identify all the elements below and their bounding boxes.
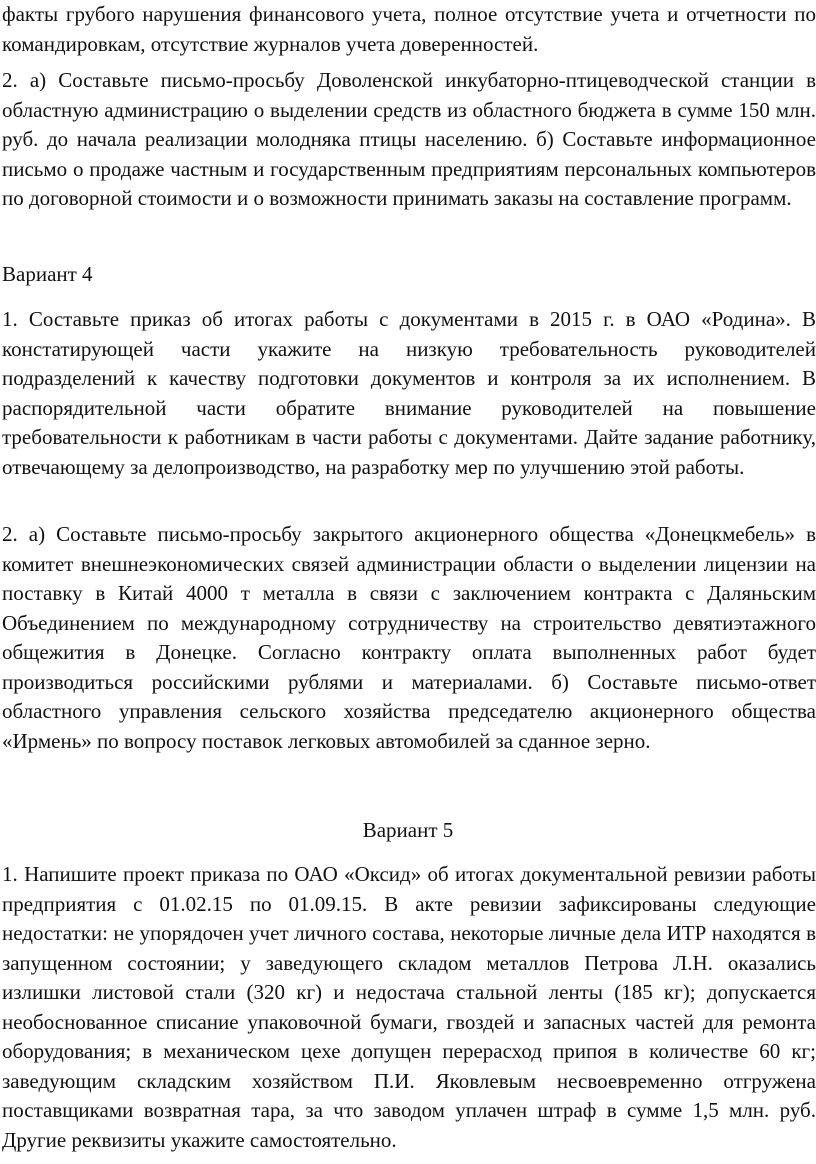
paragraph-intro-tail: факты грубого нарушения финансового учета, полное отсутствие учета и отчетности по командировкам, отсутствие журналов учета доверенностей. [2,2,816,56]
paragraph-variant-4-task-2: 2. а) Составьте письмо-просьбу закрытого акционерного общества «Донецкмебель» в комитет внешнеэкономических связей администрации области о выделении лицензии на поставку в Китай 4000 т металла в связи с заключением контракта с Даляньским Объединением по международному сотрудничеству на строительство девятиэтажного общежития в Донецке. Согласно контракту оплата выполненных работ будет производиться российскими рублями и материалами. б) Составьте письмо-ответ областного управления сельского хозяйства председателю акционерного общества «Ирмень» по вопросу поставок легковых автомобилей за сданное зерно. [2,522,816,753]
heading-variant-4: Вариант 4 [2,262,93,286]
heading-variant-5: Вариант 5 [362,818,454,842]
paragraph-task-2-previous: 2. а) Составьте письмо-просьбу Доволенской инкубаторно-птицеводческой станции в областную администрацию о выделении средств из областного бюджета в сумме 150 млн. руб. до начала реализации молодняка птицы населению. б) Составьте информационное письмо о продаже частным и государственным предприятиям персональных компьютеров по договорной стоимости и о возможности принимать заказы на составление программ. [2,68,816,210]
paragraph-variant-5-task-1: 1. Напишите проект приказа по ОАО «Оксид» об итогах документальной ревизии работы предприятия с 01.02.15 по 01.09.15. В акте ревизии зафиксированы следующие недостатки: не упорядочен учет личного состава, некоторые личные дела ИТР находятся в запущенном состоянии; у заведующего складом металлов Петрова Л.Н. оказались излишки листовой стали (320 кг) и недостача стальной ленты (185 кг); допускается необоснованное списание упаковочной бумаги, гвоздей и запасных частей для ремонта оборудования; в механическом цехе допущен перерасход припоя в количестве 60 кг; заведующим складским хозяйством П.И. Яковлевым несвоевременно отгружена поставщиками возвратная тара, за что заводом уплачен штраф в сумме 1,5 млн. руб. Другие реквизиты укажите самостоятельно. [2,862,816,1152]
paragraph-variant-4-task-1: 1. Составьте приказ об итогах работы с документами в 2015 г. в ОАО «Родина». В констатирующей части укажите на низкую требовательность руководителей подразделений к качеству подготовки документов и контроля за их исполнением. В распорядительной части обратите внимание руководителей на повышение требовательности к работникам в части работы с документами. Дайте задание работнику, отвечающему за делопроизводство, на разработку мер по улучшению этой работы. [2,307,816,479]
